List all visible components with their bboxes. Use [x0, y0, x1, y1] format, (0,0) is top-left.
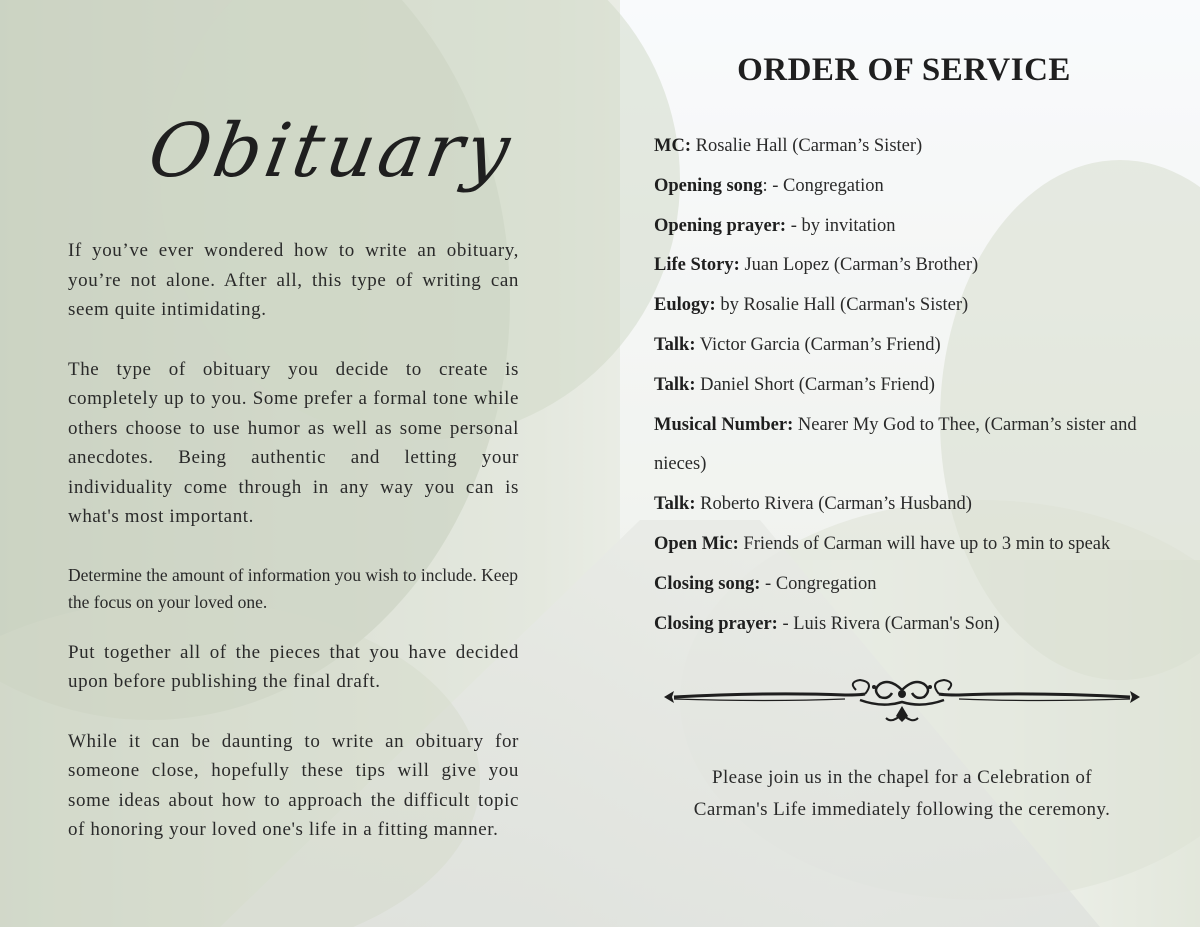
order-of-service-title: ORDER OF SERVICE — [737, 52, 1071, 88]
flourish-divider-icon — [660, 670, 1144, 736]
obituary-text — [68, 236, 519, 875]
obituary-paragraph: The type of obituary you decide to create is completely up to you. Some prefer a formal tone while others choose to use humor as well as some personal anecdotes. Being authentic and letting your individuality come through in any way you can is what's most important. — [68, 358, 519, 527]
service-item-opening-song — [654, 167, 1174, 207]
obituary-title: Obituary — [142, 108, 520, 194]
service-item-label: Open Mic: — [654, 533, 739, 554]
service-item-talk — [654, 366, 1174, 406]
service-item-text: Victor Garcia (Carman’s Friend) — [695, 334, 941, 355]
closing-line: Please join us in the chapel for a Celebration of — [712, 767, 1092, 788]
service-item-text: Nearer My God to Thee, (Carman’s sister and nieces) — [654, 414, 1137, 475]
service-item-label: Opening song — [654, 175, 763, 196]
service-item-label: Talk: — [654, 334, 696, 355]
service-item-text: Rosalie Hall (Carman’s Sister) — [690, 136, 923, 156]
service-item-label: Musical Number: — [654, 414, 794, 435]
service-item-text: Friends of Carman will have up to 3 min to speak — [738, 533, 1111, 554]
service-item-label: Eulogy: — [654, 295, 716, 316]
obituary-paragraph: While it can be daunting to write an obituary for someone close, hopefully these tips will give you some ideas about how to approach the difficult topic of honoring your loved one's life in a fitting manner. — [68, 730, 519, 840]
closing-line: Carman's Life immediately following the ceremony. — [693, 799, 1111, 820]
service-item-text: Daniel Short (Carman’s Friend) — [695, 374, 935, 395]
service-item-talk — [654, 326, 1174, 366]
closing-invitation — [654, 762, 1150, 826]
service-item-closing-prayer — [654, 605, 1174, 645]
service-item-text: by Rosalie Hall (Carman's Sister) — [715, 295, 969, 316]
service-item-text: - Luis Rivera (Carman's Son) — [777, 613, 1000, 634]
service-item-label: MC: — [654, 136, 691, 156]
service-item-text: : - Congregation — [762, 175, 884, 196]
service-item-musical-number — [654, 406, 1174, 486]
service-item-label: Closing song: — [654, 573, 761, 594]
service-item-label: Life Story: — [654, 255, 740, 276]
obituary-paragraph: If you’ve ever wondered how to write an obituary, you’re not alone. After all, this type of writing can seem quite intimidating. — [68, 240, 519, 320]
service-item-label: Talk: — [654, 374, 696, 395]
service-item-mc — [654, 127, 1174, 167]
obituary-paragraph: Determine the amount of information you wish to include. Keep the focus on your loved one. — [68, 564, 519, 612]
service-item-life-story — [654, 246, 1174, 286]
service-item-open-mic — [654, 525, 1174, 565]
service-item-closing-song — [654, 565, 1174, 605]
service-item-text: Roberto Rivera (Carman’s Husband) — [695, 494, 972, 515]
service-item-eulogy — [654, 286, 1174, 326]
obituary-paragraph: Put together all of the pieces that you have decided upon before publishing the final draft. — [68, 641, 519, 692]
service-item-talk — [654, 485, 1174, 525]
order-of-service-list — [654, 127, 1174, 644]
service-item-text: - Congregation — [760, 573, 877, 594]
service-item-text: Juan Lopez (Carman’s Brother) — [739, 255, 979, 276]
service-item-label: Talk: — [654, 494, 696, 515]
service-item-opening-prayer — [654, 207, 1174, 247]
service-item-label: Opening prayer: — [654, 215, 787, 236]
service-item-text: - by invitation — [786, 215, 896, 236]
service-item-label: Closing prayer: — [654, 613, 778, 634]
